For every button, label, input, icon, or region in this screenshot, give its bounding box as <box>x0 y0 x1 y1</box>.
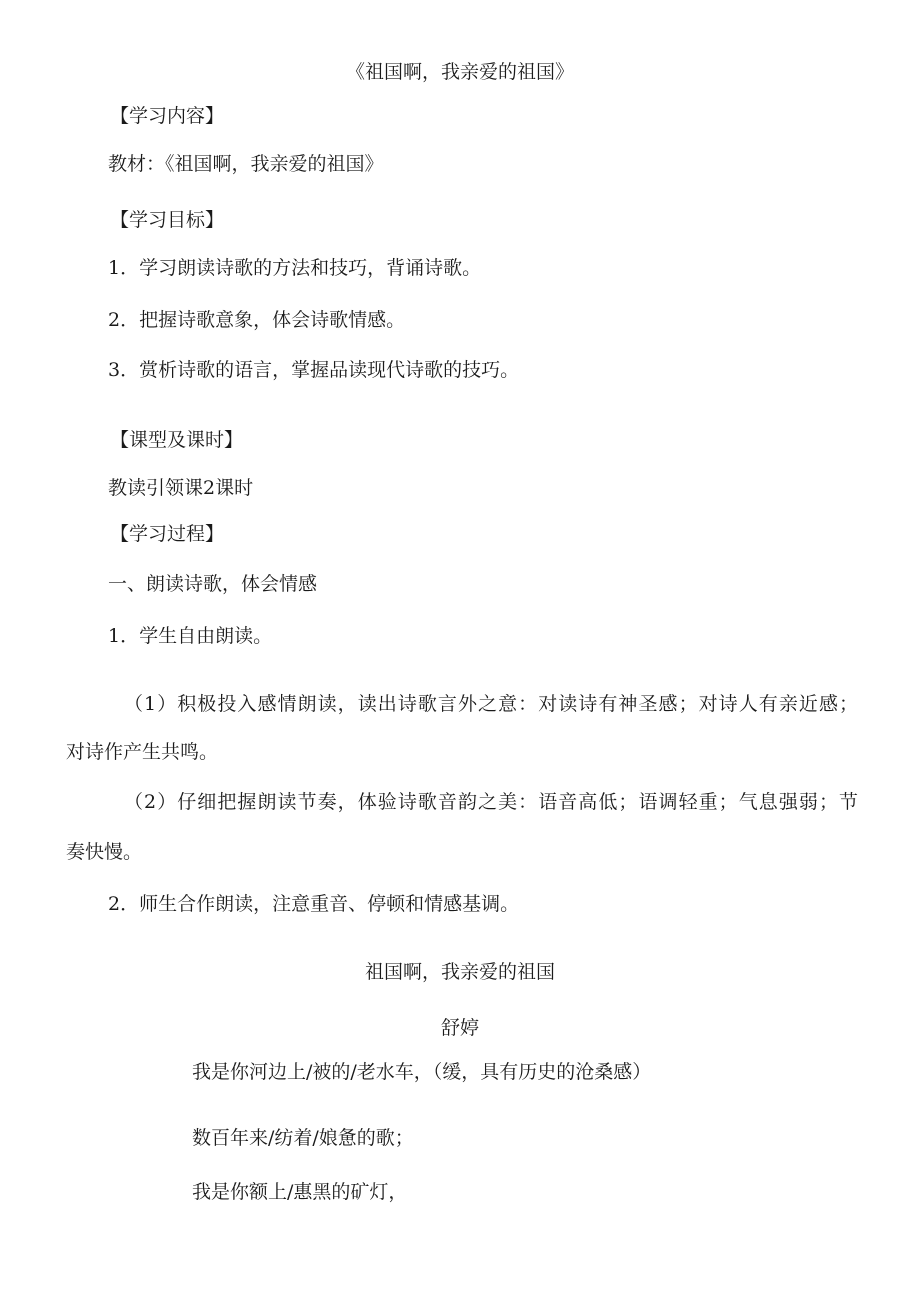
goal-item-1: 1．学习朗读诗歌的方法和技巧，背诵诗歌。 <box>108 257 482 279</box>
heading-learning-process: 【学习过程】 <box>110 523 225 545</box>
lesson-type-text: 教读引领课2课时 <box>108 477 254 499</box>
part1-heading: 一、朗读诗歌，体会情感 <box>108 573 318 595</box>
goal-item-2: 2．把握诗歌意象，体会诗歌情感。 <box>108 309 406 331</box>
poem-line-3: 我是你额上/惠黑的矿灯， <box>192 1181 408 1203</box>
poem-title: 祖国啊，我亲爱的祖国 <box>364 961 555 983</box>
document-title: 《祖国啊，我亲爱的祖国》 <box>345 61 574 83</box>
sub2-line1: （2）仔细把握朗读节奏，体验诗歌音韵之美：语音高低；语调轻重；气息强弱；节 <box>124 791 858 813</box>
poem-line-1: 我是你河边上/被的/老水车，（缓，具有历史的沧桑感） <box>192 1061 652 1083</box>
sub2-line2: 奏快慢。 <box>66 841 143 863</box>
heading-learning-content: 【学习内容】 <box>110 105 225 127</box>
heading-lesson-type: 【课型及课时】 <box>110 429 244 451</box>
poem-author: 舒婷 <box>440 1017 479 1039</box>
step2-text: 2．师生合作朗读，注意重音、停顿和情感基调。 <box>108 893 520 915</box>
sub1-line2: 对诗作产生共鸣。 <box>66 741 219 763</box>
poem-line-2: 数百年来/纺着/娘惫的歌； <box>192 1127 414 1149</box>
step1-text: 1．学生自由朗读。 <box>108 625 273 647</box>
sub1-line1: （1）积极投入感情朗读，读出诗歌言外之意：对读诗有神圣感；对诗人有亲近感； <box>124 693 858 715</box>
material-line: 教材：《祖国啊，我亲爱的祖国》 <box>108 153 384 175</box>
goal-item-3: 3．赏析诗歌的语言，掌握品读现代诗歌的技巧。 <box>108 359 520 381</box>
heading-learning-goals: 【学习目标】 <box>110 209 225 231</box>
